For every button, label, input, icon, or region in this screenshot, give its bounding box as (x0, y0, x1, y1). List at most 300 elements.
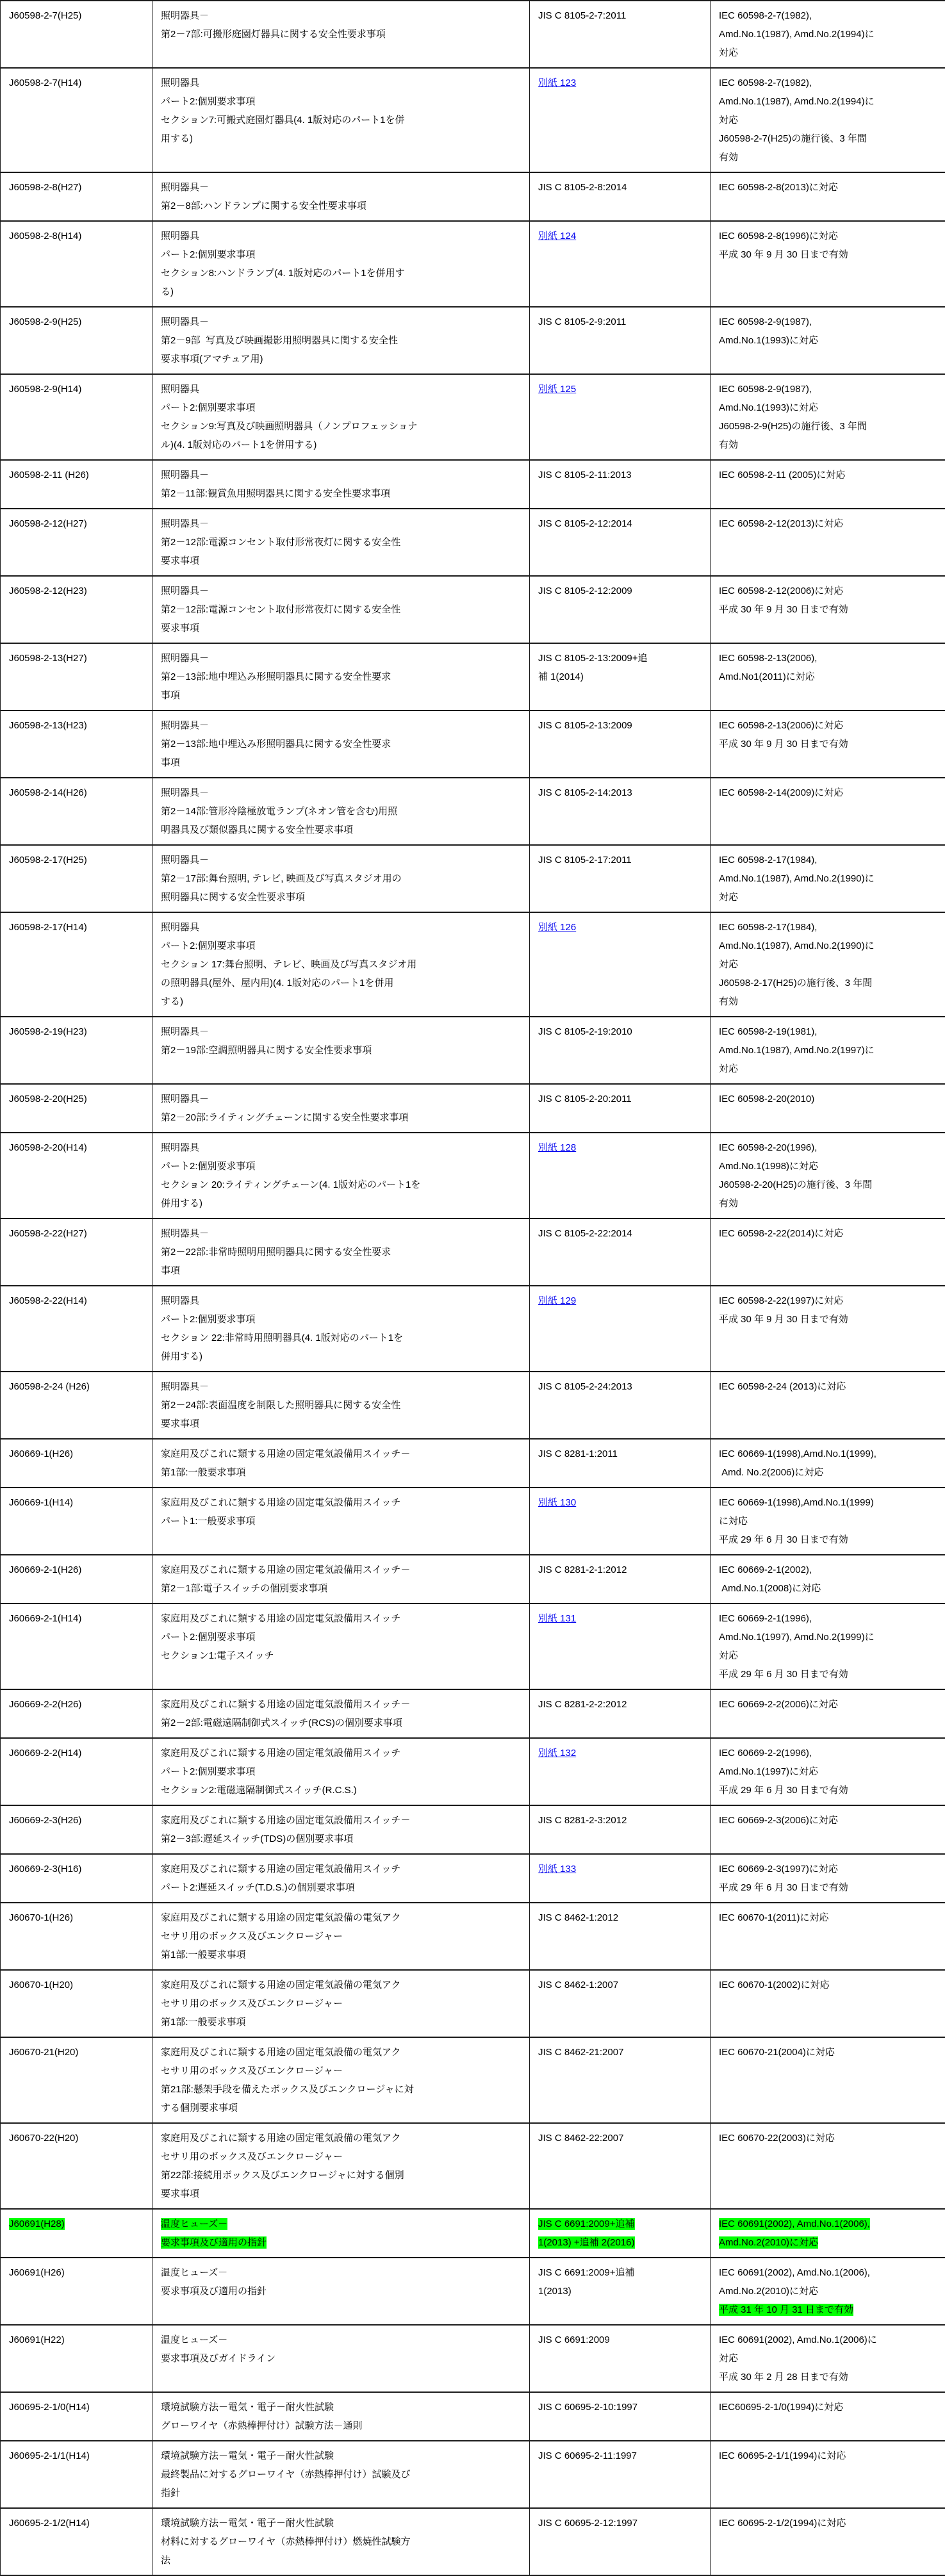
cell-jis-reference (530, 1218, 711, 1286)
standard-id-text: J60598-2-22(H14) (9, 1292, 145, 1310)
iec-correspondence-line: 有効 (719, 436, 939, 454)
iec-correspondence-line: 対応 (719, 44, 939, 62)
title-line: 第2－13部:地中埋込み形照明器具に関する安全性要求 (161, 735, 523, 753)
iec-correspondence-line: IEC 60598-2-17(1984), (719, 918, 939, 937)
title-line: セサリ用のボックス及びエンクロージャー (161, 1994, 523, 2013)
cell-jis-reference (530, 1970, 711, 2037)
cell-standard-id (1, 2441, 152, 2508)
cell-iec-correspondence (711, 1488, 945, 1555)
title-line: 家庭用及びこれに類する用途の固定電気設備の電気アク (161, 2129, 523, 2147)
cell-iec-correspondence (711, 1805, 945, 1854)
title-line: 照明器具－ (161, 178, 523, 197)
table-row (1, 172, 945, 221)
title-line: グローワイヤ（赤熱棒押付け）試験方法－通則 (161, 2416, 523, 2435)
iec-correspondence-line: IEC 60598-2-12(2006)に対応 (719, 582, 939, 600)
jis-reference-line: JIS C 8462-1:2007 (538, 1976, 703, 1994)
title-line: 家庭用及びこれに類する用途の固定電気設備の電気アク (161, 1908, 523, 1927)
cell-jis-reference (530, 1488, 711, 1555)
title-line: 照明器具－ (161, 851, 523, 869)
standard-id-text: J60669-1(H26) (9, 1445, 145, 1463)
jis-reference-line: JIS C 8105-2-12:2014 (538, 514, 703, 533)
cell-standard-id (1, 1738, 152, 1805)
jis-reference-line: JIS C 6691:2009 (538, 2331, 703, 2349)
cell-jis-reference (530, 460, 711, 509)
cell-iec-correspondence (711, 221, 945, 307)
jis-reference-line: JIS C 8281-2-1:2012 (538, 1561, 703, 1579)
cell-jis-reference (530, 2441, 711, 2508)
title-line: 家庭用及びこれに類する用途の固定電気設備用スイッチ－ (161, 1695, 523, 1714)
iec-correspondence-line: Amd.No.1(1993)に対応 (719, 331, 939, 350)
table-row (1, 576, 945, 643)
table-row (1, 1488, 945, 1555)
title-line: 第1部:一般要求事項 (161, 1946, 523, 1964)
cell-title (152, 1439, 530, 1488)
standard-id-text: J60598-2-20(H14) (9, 1138, 145, 1157)
cell-jis-reference (530, 2037, 711, 2123)
title-line: 照明器具 (161, 227, 523, 245)
iec-correspondence-line: IEC 60598-2-7(1982), (719, 74, 939, 92)
cell-title (152, 460, 530, 509)
iec-correspondence-line: IEC60695-2-1/0(1994)に対応 (719, 2398, 939, 2416)
cell-standard-id (1, 1286, 152, 1372)
standard-id-text: J60691(H22) (9, 2331, 145, 2349)
iec-correspondence-line: IEC 60598-2-20(1996), (719, 1138, 939, 1157)
cell-title (152, 172, 530, 221)
title-line: パート2:個別要求事項 (161, 1310, 523, 1329)
cell-iec-correspondence (711, 1604, 945, 1689)
table-row (1, 1, 945, 68)
cell-iec-correspondence (711, 1133, 945, 1218)
iec-correspondence-line: IEC 60598-2-7(1982), (719, 6, 939, 25)
title-line: 第2－2部:電磁遠隔制御式スイッチ(RCS)の個別要求事項 (161, 1714, 523, 1732)
cell-title (152, 2508, 530, 2575)
title-line: 照明器具－ (161, 466, 523, 484)
cell-title (152, 221, 530, 307)
iec-correspondence-line: IEC 60695-2-1/1(1994)に対応 (719, 2447, 939, 2465)
cell-standard-id (1, 1970, 152, 2037)
cell-standard-id (1, 1903, 152, 1970)
bessi-link[interactable]: 別紙 129 (538, 1295, 576, 1306)
iec-correspondence-line: IEC 60669-1(1998),Amd.No.1(1999) (719, 1493, 939, 1512)
bessi-link-line (538, 1292, 703, 1310)
title-line: パート1:一般要求事項 (161, 1512, 523, 1530)
iec-correspondence-line: Amd.No.1(1993)に対応 (719, 398, 939, 417)
iec-correspondence-line: IEC 60598-2-24 (2013)に対応 (719, 1377, 939, 1396)
cell-standard-id (1, 172, 152, 221)
iec-correspondence-line: Amd.No.1(1997), Amd.No.2(1999)に (719, 1628, 939, 1646)
cell-iec-correspondence (711, 1689, 945, 1738)
cell-iec-correspondence (711, 710, 945, 778)
iec-correspondence-line: Amd. No.2(2006)に対応 (719, 1463, 939, 1482)
cell-jis-reference (530, 509, 711, 576)
iec-correspondence-line: 対応 (719, 1060, 939, 1078)
iec-correspondence-line: Amd.No.1(1987), Amd.No.2(1994)に (719, 25, 939, 44)
title-line: パート2:個別要求事項 (161, 398, 523, 417)
title-line: 第2－19部:空調照明器具に関する安全性要求事項 (161, 1041, 523, 1060)
jis-reference-line: JIS C 8281-2-3:2012 (538, 1811, 703, 1830)
iec-correspondence-line: 平成 30 年 9 月 30 日まで有効 (719, 245, 939, 264)
cell-standard-id (1, 68, 152, 172)
title-line: 照明器具－ (161, 783, 523, 802)
bessi-link[interactable]: 別紙 132 (538, 1748, 576, 1759)
standard-id-text: J60598-2-11 (H26) (9, 466, 145, 484)
cell-title (152, 1854, 530, 1903)
cell-title (152, 374, 530, 460)
table-row (1, 1970, 945, 2037)
table-row (1, 1805, 945, 1854)
title-line: 温度ヒューズ－ (161, 2331, 523, 2349)
cell-standard-id (1, 1488, 152, 1555)
title-line: 家庭用及びこれに類する用途の固定電気設備用スイッチ (161, 1860, 523, 1878)
iec-correspondence-line: IEC 60598-2-12(2013)に対応 (719, 514, 939, 533)
table-row (1, 1133, 945, 1218)
cell-jis-reference (530, 1286, 711, 1372)
title-line: セクション1:電子スイッチ (161, 1646, 523, 1665)
jis-reference-line: JIS C 8105-2-20:2011 (538, 1090, 703, 1108)
bessi-link[interactable]: 別紙 133 (538, 1864, 576, 1875)
iec-correspondence-line: 平成 29 年 6 月 30 日まで有効 (719, 1530, 939, 1549)
cell-jis-reference (530, 172, 711, 221)
table-row (1, 509, 945, 576)
title-line: 第2－9部 写真及び映画撮影用照明器具に関する安全性 (161, 331, 523, 350)
title-line: 要求事項 (161, 619, 523, 637)
table-row (1, 845, 945, 912)
table-row (1, 460, 945, 509)
cell-standard-id (1, 710, 152, 778)
title-line: 要求事項(アマチュア用) (161, 350, 523, 368)
jis-reference-line: 1(2013) +追補 2(2016) (538, 2233, 703, 2252)
title-line: 照明器具－ (161, 514, 523, 533)
cell-standard-id (1, 2123, 152, 2209)
iec-correspondence-line: 対応 (719, 1646, 939, 1665)
table-row (1, 1372, 945, 1439)
table-row (1, 1286, 945, 1372)
standard-id-text: J60695-2-1/2(H14) (9, 2514, 145, 2532)
title-line: パート2:個別要求事項 (161, 1628, 523, 1646)
iec-correspondence-line: IEC 60598-2-20(2010) (719, 1090, 939, 1108)
cell-jis-reference (530, 778, 711, 845)
table-row (1, 2325, 945, 2392)
title-line: 照明器具－ (161, 716, 523, 735)
title-line: 第1部:一般要求事項 (161, 1463, 523, 1482)
cell-title (152, 2258, 530, 2325)
table-row (1, 2123, 945, 2209)
bessi-link-line (538, 1138, 703, 1157)
cell-title (152, 1, 530, 68)
title-line: 温度ヒューズ－ (161, 2215, 523, 2233)
table-row (1, 912, 945, 1017)
standard-id-text: J60669-2-1(H26) (9, 1561, 145, 1579)
cell-jis-reference (530, 643, 711, 710)
cell-jis-reference (530, 912, 711, 1017)
iec-correspondence-line: 対応 (719, 2349, 939, 2368)
standard-id-text: J60669-2-2(H14) (9, 1744, 145, 1762)
jis-reference-line: JIS C 8105-2-24:2013 (538, 1377, 703, 1396)
cell-jis-reference (530, 710, 711, 778)
iec-correspondence-line: 有効 (719, 992, 939, 1011)
table-row (1, 374, 945, 460)
iec-correspondence-line: IEC 60669-2-1(1996), (719, 1609, 939, 1628)
jis-reference-line: JIS C 8462-21:2007 (538, 2043, 703, 2062)
title-line: 照明器具に関する安全性要求事項 (161, 888, 523, 907)
cell-standard-id (1, 2209, 152, 2258)
cell-jis-reference (530, 2123, 711, 2209)
cell-iec-correspondence (711, 2325, 945, 2392)
standard-id-text: J60598-2-14(H26) (9, 783, 145, 802)
iec-correspondence-line: IEC 60669-2-3(2006)に対応 (719, 1811, 939, 1830)
iec-correspondence-line: 対応 (719, 955, 939, 974)
title-line: パート2:個別要求事項 (161, 92, 523, 111)
title-line: 第1部:一般要求事項 (161, 2013, 523, 2031)
title-line: 照明器具 (161, 74, 523, 92)
bessi-link-line (538, 1860, 703, 1878)
iec-correspondence-line: IEC 60598-2-9(1987), (719, 380, 939, 398)
cell-jis-reference (530, 1604, 711, 1689)
title-line: 要求事項及びガイドライン (161, 2349, 523, 2368)
bessi-link-line (538, 227, 703, 245)
standard-id-text: J60598-2-17(H25) (9, 851, 145, 869)
title-line: パート2:個別要求事項 (161, 1157, 523, 1176)
standard-id-text: J60598-2-7(H14) (9, 74, 145, 92)
standard-id-text: J60670-1(H20) (9, 1976, 145, 1994)
title-line: 照明器具－ (161, 1377, 523, 1396)
cell-iec-correspondence (711, 1555, 945, 1604)
title-line: 第2－11部:観賞魚用照明器具に関する安全性要求事項 (161, 484, 523, 503)
cell-iec-correspondence (711, 1903, 945, 1970)
standard-id-text: J60695-2-1/1(H14) (9, 2447, 145, 2465)
standard-id-text: J60598-2-12(H27) (9, 514, 145, 533)
cell-standard-id (1, 1133, 152, 1218)
jis-reference-line: JIS C 8105-2-13:2009 (538, 716, 703, 735)
cell-iec-correspondence (711, 1854, 945, 1903)
standard-id-text: J60669-2-2(H26) (9, 1695, 145, 1714)
title-line: ル)(4. 1版対応のパート1を併用する) (161, 436, 523, 454)
iec-correspondence-line: J60598-2-20(H25)の施行後、3 年間 (719, 1176, 939, 1194)
standard-id-text: J60691(H26) (9, 2263, 145, 2282)
cell-title (152, 1218, 530, 1286)
cell-iec-correspondence (711, 1218, 945, 1286)
title-line: 家庭用及びこれに類する用途の固定電気設備の電気アク (161, 1976, 523, 1994)
cell-iec-correspondence (711, 1372, 945, 1439)
cell-iec-correspondence (711, 845, 945, 912)
table-row (1, 1854, 945, 1903)
cell-standard-id (1, 1084, 152, 1133)
iec-correspondence-line: J60598-2-17(H25)の施行後、3 年間 (719, 974, 939, 992)
iec-correspondence-line: IEC 60670-22(2003)に対応 (719, 2129, 939, 2147)
jis-reference-line: JIS C 8105-2-13:2009+追 (538, 649, 703, 668)
bessi-link-line (538, 918, 703, 937)
iec-correspondence-line: に対応 (719, 1512, 939, 1530)
title-line: の照明器具(屋外、屋内用)(4. 1版対応のパート1を併用 (161, 974, 523, 992)
title-line: 照明器具 (161, 1138, 523, 1157)
title-line: セクション9:写真及び映画照明器具（ノンプロフェッショナ (161, 417, 523, 436)
title-line: 第2－7部:可搬形庭園灯器具に関する安全性要求事項 (161, 25, 523, 44)
cell-standard-id (1, 1, 152, 68)
table-row (1, 778, 945, 845)
bessi-link-line (538, 1493, 703, 1512)
iec-correspondence-line: Amd.No1(2011)に対応 (719, 668, 939, 686)
bessi-link[interactable]: 別紙 125 (538, 384, 576, 395)
cell-jis-reference (530, 1903, 711, 1970)
title-line: パート2:遅延スイッチ(T.D.S.)の個別要求事項 (161, 1878, 523, 1897)
bessi-link[interactable]: 別紙 126 (538, 922, 576, 933)
table-row (1, 2258, 945, 2325)
cell-jis-reference (530, 2508, 711, 2575)
cell-iec-correspondence (711, 1017, 945, 1084)
bessi-link[interactable]: 別紙 131 (538, 1613, 576, 1624)
jis-reference-line: JIS C 60695-2-11:1997 (538, 2447, 703, 2465)
cell-iec-correspondence (711, 172, 945, 221)
iec-correspondence-line: Amd.No.1(1997)に対応 (719, 1762, 939, 1781)
bessi-link[interactable]: 別紙 124 (538, 231, 576, 242)
cell-standard-id (1, 912, 152, 1017)
cell-title (152, 643, 530, 710)
title-line: 第22部:接続用ボックス及びエンクロージャに対する個別 (161, 2166, 523, 2185)
title-line: 第2－12部:電源コンセント取付形常夜灯に関する安全性 (161, 600, 523, 619)
cell-jis-reference (530, 845, 711, 912)
cell-standard-id (1, 778, 152, 845)
cell-title (152, 1970, 530, 2037)
cell-jis-reference (530, 1555, 711, 1604)
jis-reference-line: JIS C 8281-1:2011 (538, 1445, 703, 1463)
cell-standard-id (1, 1439, 152, 1488)
title-line: 照明器具－ (161, 1090, 523, 1108)
cell-iec-correspondence (711, 460, 945, 509)
iec-correspondence-line: IEC 60598-2-17(1984), (719, 851, 939, 869)
iec-correspondence-line: 平成 30 年 2 月 28 日まで有効 (719, 2368, 939, 2386)
cell-iec-correspondence (711, 1738, 945, 1805)
cell-title (152, 2123, 530, 2209)
cell-title (152, 2392, 530, 2441)
cell-standard-id (1, 2325, 152, 2392)
title-line: 環境試験方法－電気・電子－耐火性試験 (161, 2398, 523, 2416)
standard-id-text: J60598-2-20(H25) (9, 1090, 145, 1108)
title-line: 温度ヒューズ－ (161, 2263, 523, 2282)
iec-correspondence-line: IEC 60598-2-11 (2005)に対応 (719, 466, 939, 484)
title-line: 第2－14部:管形冷陰極放電ランプ(ネオン管を含む)用照 (161, 802, 523, 821)
title-line: 法 (161, 2551, 523, 2570)
bessi-link[interactable]: 別紙 123 (538, 78, 576, 88)
iec-correspondence-line: IEC 60691(2002), Amd.No.1(2006), (719, 2215, 939, 2233)
cell-jis-reference (530, 1439, 711, 1488)
title-line: セクション 22:非常時用照明器具(4. 1版対応のパート1を (161, 1329, 523, 1347)
table-row (1, 2392, 945, 2441)
iec-correspondence-line: IEC 60695-2-1/2(1994)に対応 (719, 2514, 939, 2532)
jis-reference-line: JIS C 8105-2-12:2009 (538, 582, 703, 600)
title-line: 指針 (161, 2484, 523, 2502)
table-row (1, 710, 945, 778)
cell-title (152, 1903, 530, 1970)
cell-iec-correspondence (711, 643, 945, 710)
jis-reference-line: 補 1(2014) (538, 668, 703, 686)
cell-standard-id (1, 576, 152, 643)
jis-reference-line: JIS C 8105-2-17:2011 (538, 851, 703, 869)
cell-title (152, 710, 530, 778)
cell-title (152, 2209, 530, 2258)
cell-iec-correspondence (711, 912, 945, 1017)
standard-id-text: J60669-2-1(H14) (9, 1609, 145, 1628)
iec-correspondence-line: IEC 60598-2-14(2009)に対応 (719, 783, 939, 802)
cell-jis-reference (530, 1805, 711, 1854)
cell-standard-id (1, 643, 152, 710)
cell-jis-reference (530, 1738, 711, 1805)
iec-correspondence-line: 平成 30 年 9 月 30 日まで有効 (719, 1310, 939, 1329)
standard-id-text: J60691(H28) (9, 2215, 145, 2233)
iec-correspondence-line: IEC 60598-2-8(2013)に対応 (719, 178, 939, 197)
iec-correspondence-line: 有効 (719, 148, 939, 167)
cell-title (152, 2441, 530, 2508)
table-row (1, 2209, 945, 2258)
cell-jis-reference (530, 576, 711, 643)
iec-correspondence-line: IEC 60598-2-22(1997)に対応 (719, 1292, 939, 1310)
jis-reference-line: 1(2013) (538, 2282, 703, 2301)
cell-standard-id (1, 1805, 152, 1854)
standard-id-text: J60669-2-3(H26) (9, 1811, 145, 1830)
cell-standard-id (1, 845, 152, 912)
iec-correspondence-line: 対応 (719, 111, 939, 129)
cell-standard-id (1, 2392, 152, 2441)
title-line: 照明器具 (161, 1292, 523, 1310)
standard-id-text: J60598-2-8(H27) (9, 178, 145, 197)
cell-title (152, 1133, 530, 1218)
bessi-link[interactable]: 別紙 130 (538, 1497, 576, 1508)
standard-id-text: J60598-2-13(H27) (9, 649, 145, 668)
standard-id-text: J60670-1(H26) (9, 1908, 145, 1927)
cell-iec-correspondence (711, 576, 945, 643)
iec-correspondence-line: J60598-2-7(H25)の施行後、3 年間 (719, 129, 939, 148)
bessi-link-line (538, 74, 703, 92)
cell-title (152, 912, 530, 1017)
cell-standard-id (1, 1689, 152, 1738)
cell-iec-correspondence (711, 2392, 945, 2441)
title-line: パート2:個別要求事項 (161, 937, 523, 955)
title-line: する) (161, 992, 523, 1011)
cell-standard-id (1, 374, 152, 460)
table-row (1, 1604, 945, 1689)
table-row (1, 1017, 945, 1084)
bessi-link[interactable]: 別紙 128 (538, 1142, 576, 1153)
cell-title (152, 1084, 530, 1133)
title-line: 照明器具－ (161, 6, 523, 25)
cell-jis-reference (530, 307, 711, 374)
cell-title (152, 1689, 530, 1738)
cell-title (152, 1555, 530, 1604)
iec-correspondence-line: IEC 60669-2-2(1996), (719, 1744, 939, 1762)
table-row (1, 1903, 945, 1970)
iec-correspondence-line: Amd.No.1(1987), Amd.No.2(1997)に (719, 1041, 939, 1060)
cell-title (152, 1488, 530, 1555)
table-row (1, 2441, 945, 2508)
title-line: 第2－1部:電子スイッチの個別要求事項 (161, 1579, 523, 1598)
title-line: 照明器具－ (161, 1022, 523, 1041)
title-line: 家庭用及びこれに類する用途の固定電気設備用スイッチ－ (161, 1811, 523, 1830)
cell-iec-correspondence (711, 2037, 945, 2123)
title-line: 環境試験方法－電気・電子－耐火性試験 (161, 2514, 523, 2532)
cell-jis-reference (530, 1084, 711, 1133)
cell-title (152, 778, 530, 845)
table-row (1, 1218, 945, 1286)
jis-reference-line: JIS C 8105-2-9:2011 (538, 313, 703, 331)
cell-title (152, 509, 530, 576)
title-line: 家庭用及びこれに類する用途の固定電気設備用スイッチ－ (161, 1561, 523, 1579)
title-line: 第2－8部:ハンドランプに関する安全性要求事項 (161, 197, 523, 215)
cell-title (152, 2325, 530, 2392)
cell-standard-id (1, 1372, 152, 1439)
standard-id-text: J60669-1(H14) (9, 1493, 145, 1512)
iec-correspondence-line: Amd.No.2(2010)に対応 (719, 2282, 939, 2301)
jis-reference-line: JIS C 60695-2-12:1997 (538, 2514, 703, 2532)
title-line: 照明器具 (161, 918, 523, 937)
